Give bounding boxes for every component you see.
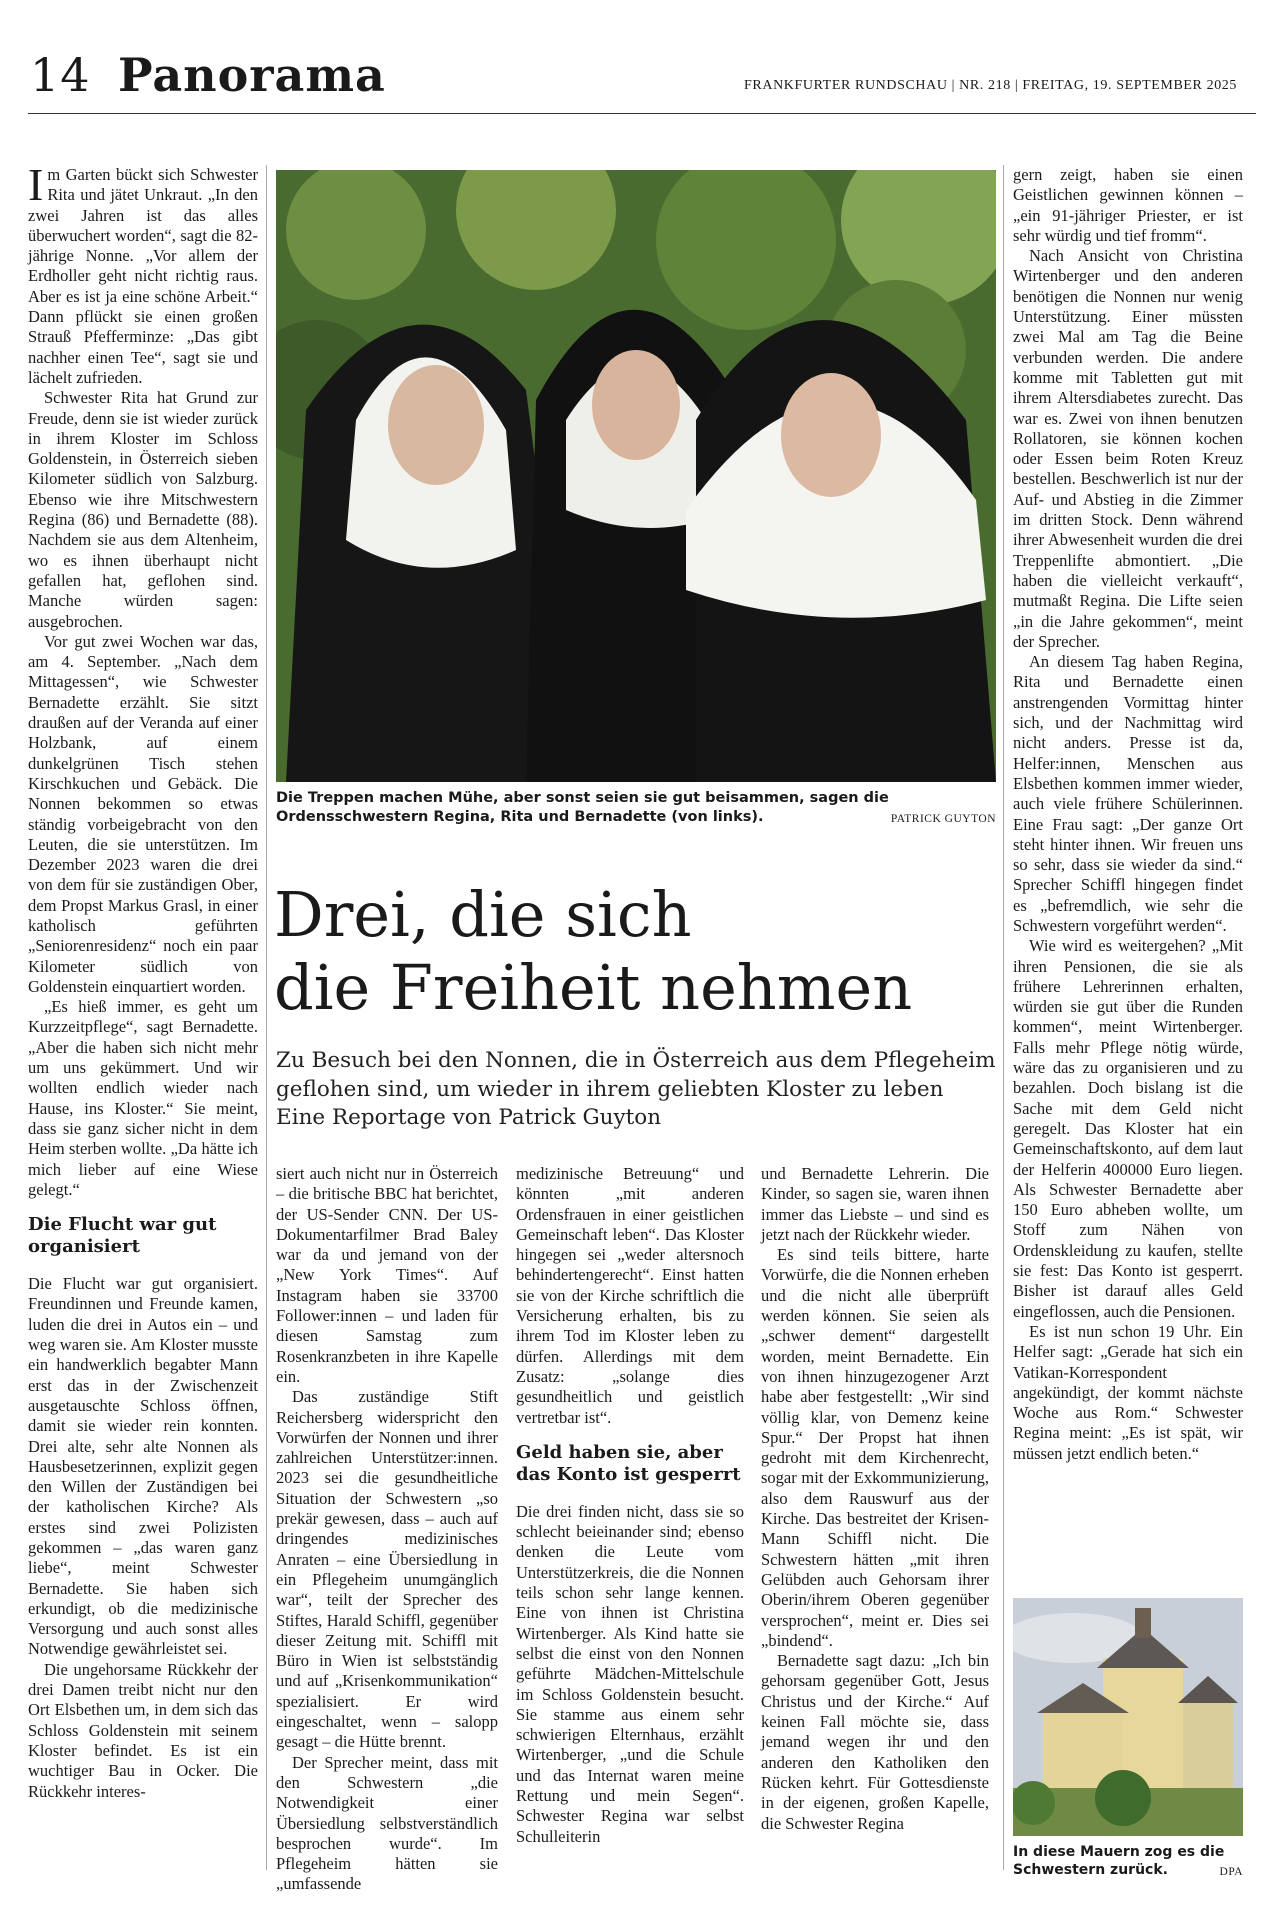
castle-photo-credit: DPA xyxy=(1219,1866,1243,1878)
paragraph: Bernadette sagt dazu: „Ich bin gehorsam gegenüber Gott, Jesus Christus und der Kirche.“ Auf keinen Fall möchte sie, dass jemand wegen ihr und den anderen den Katholiken den Rücken kehrt. Für Gottesdienste in der eigenen, großen Kapelle, die Schwester Regina xyxy=(761,1651,989,1833)
headline xyxy=(274,878,1014,1024)
article-column-4 xyxy=(761,1164,989,1834)
column-divider xyxy=(1003,165,1004,1870)
castle-photo-illustration xyxy=(1013,1598,1243,1836)
photo-credit: PATRICK GUYTON xyxy=(890,813,996,825)
paragraph: und Bernadette Lehrerin. Die Kinder, so sagen sie, waren ihnen immer das Liebste – und sind es jetzt nach der Rückkehr wieder. xyxy=(761,1164,989,1244)
paragraph: Es ist nun schon 19 Uhr. Ein Helfer sagt: „Gerade hat sich ein Vatikan-Korrespondent angekündigt, der kommt nächste Woche aus Rom.“ Schwester Regina meint: „Es ist spät, wir müssen jetzt endlich beten.“ xyxy=(1013,1321,1243,1463)
paragraph: Die ungehorsame Rückkehr der drei Damen treibt nicht nur den Ort Elsbethen um, in dem sich das Schloss Goldenstein mit seinem Kloster befindet. Es ist ein wuchtiger Bau in Ocker. Die Rückkehr interes- xyxy=(28,1659,258,1801)
paragraph: Der Sprecher meint, dass mit den Schwestern „die Notwendigkeit einer Übersiedlung selbstverständlich besprochen wurde“. Im Pflegeheim hätten sie „umfassende xyxy=(276,1752,498,1894)
paragraph: Im Garten bückt sich Schwester Rita und jätet Unkraut. „In den zwei Jahren ist das alles überwuchert worden“, sagt die 82-jährige Nonne. „Vor allem der Erdholler geht nicht richtig raus. Aber es ist ja eine schöne Arbeit.“ Dann pflückt sie einen großen Strauß Pfefferminze: „Das gibt nachher einen Tee“, sagt sie und lächelt zufrieden. xyxy=(28,159,258,387)
byline: Eine Reportage von Patrick Guyton xyxy=(276,1105,662,1130)
paragraph: Die Flucht war gut organisiert. Freundinnen und Freunde kamen, luden die drei in Autos ein – und weg waren sie. Am Kloster musste ein handwerklich begabter Mann erst das in der Zwischenzeit ausgetauschte Schloss öffnen, damit sie wieder rein konnten. Drei alte, sehr alte Nonnen als Hausbesetzerinnen, explizit gegen den Willen der Zuständigen bei der katholischen Kirche? Als erstes sind zwei Polizisten gekommen – „das waren ganz liebe“, meint Schwester Bernadette. Sie haben sich erkundigt, ob die medizinische Versorgung und auch sonst alles Notwendige gewährleistet sei. xyxy=(28,1274,258,1659)
deck-line-1: Zu Besuch bei den Nonnen, die in Österreich aus dem Pflegeheim xyxy=(276,1048,996,1073)
deck xyxy=(276,1047,996,1133)
paragraph: Es sind teils bittere, harte Vorwürfe, die die Nonnen erheben und die nicht alle überprüft werden können. Sie seien als „schwer dement“ dargestellt worden, meint Bernadette. Ein von ihnen hinzugezogener Arzt habe aber festgestellt: „Wir sind völlig klar, von Demenz keine Spur.“ Der Propst hat ihnen gedroht mit dem Kirchenrecht, sogar mit der Exkommunizierung, also dem Rauswurf aus der Kirche. Das bestreitet der Krisen-Mann Schiffl nicht. Die Schwestern hätten „mit ihren Gelübden auch Gehorsam ihrer Oberin/ihrem Oberen gegenüber versprochen“, meint er. Dies sei „bindend“. xyxy=(761,1245,989,1650)
paragraph: Wie wird es weitergehen? „Mit ihren Pensionen, die sie als frühere Lehrerinnen erhalten, würden sie gut über die Runden kommen“, meint Wirtenberger. Falls mehr Pflege nötig würde, wäre das zu organisieren und zu bezahlen. Doch bislang ist die Sache mit dem Geld nicht geregelt. Das Kloster hat ein Gemeinschaftskonto, auf dem laut der Helferin 400000 Euro liegen. Als Schwester Bernadette aber 150 Euro abheben wollte, um Stoff zum Nähen von Ordenskleidung zu kaufen, stellte sie fest: Das Konto ist gesperrt. Bisher ist darauf alles Geld eingeflossen, auch die Pensionen. xyxy=(1013,936,1243,1321)
headline-line-1: Drei, die sich xyxy=(274,878,692,951)
nuns-photo xyxy=(276,170,996,782)
drop-cap: I xyxy=(28,159,44,210)
paragraph: Nach Ansicht von Christina Wirtenberger und den anderen benötigen die Nonnen nur wenig Unterstützung. Einer müssten zwei Mal am Tag die Beine verbunden werden. Die andere komme mit Tabletten gut mit ihrem Altersdiabetes zurecht. Das war es. Zwei von ihnen benutzen Rollatoren, sie können kochen oder Essen beim Roten Kreuz bestellen. Beschwerlich ist nur der Auf- und Abstieg in die Zimmer im dritten Stock. Denn während ihrer Abwesenheit wurden die drei Treppenlifte abmontiert. „Die haben die vielleicht verkauft“, mutmaßt Regina. Die Lifte seien „in die Jahre gekommen“, meint der Sprecher. xyxy=(1013,246,1243,651)
article-column-3 xyxy=(516,1164,744,1847)
subheading: Die Flucht war gut organisiert xyxy=(28,1214,217,1258)
masthead: FRANKFURTER RUNDSCHAU | NR. 218 | FREITAG, 19. SEPTEMBER 2025 xyxy=(744,78,1237,93)
article-column-5 xyxy=(1013,165,1243,1464)
header-rule xyxy=(28,113,1256,114)
photo-caption: Die Treppen machen Mühe, aber sonst seien sie gut beisammen, sagen die Ordensschwestern Regina, Rita und Bernadette (von links). PATRICK GUYTON xyxy=(276,789,996,829)
paragraph: gern zeigt, haben sie einen Geistlichen gewinnen können – „ein 91-jähriger Priester, er ist sehr würdig und tief fromm“. xyxy=(1013,165,1243,245)
page-number: 14 xyxy=(30,48,91,102)
paragraph: Das zuständige Stift Reichersberg widerspricht den Vorwürfen der Nonnen und ihrer zahlreichen Unterstützer:innen. 2023 sei die gesundheitliche Situation der Schwestern „so prekär gewesen, dass – auch auf dringendes medizinisches Anraten – eine Übersiedlung in ein Pflegeheim unumgänglich war“, teilt der Sprecher des Stiftes, Harald Schiffl, gegenüber dieser Zeitung mit. Schiffl mit Büro in Wien ist selbstständig und auf „Krisenkommunikation“ spezialisiert. Er wird eingeschaltet, wenn – salopp gesagt – die Hütte brennt. xyxy=(276,1387,498,1752)
castle-caption: In diese Mauern zog es die Schwestern zurück. DPA xyxy=(1013,1843,1243,1881)
paragraph: medizinische Betreuung“ und könnten „mit anderen Ordensfrauen in einer geistlichen Gemeinschaft leben“. Das Kloster hingegen sei „weder altersnoch behindertengerecht“. Einst hatten sie von der Kirche schriftlich die Versicherung erhalten, bis zu ihrem Tod im Kloster leben zu dürfen. Allerdings mit dem Zusatz: „solange dies gesundheitlich und geistlich vertretbar ist“. xyxy=(516,1164,744,1427)
nuns-photo-illustration xyxy=(276,170,996,782)
subheading: Geld haben sie, aber das Konto ist gesperrt xyxy=(516,1441,741,1485)
paragraph: siert auch nicht nur in Österreich – die britische BBC hat berichtet, der US-Sender CNN. Der US-Dokumentarfilmer Brad Baley war da und jemand von der „New York Times“. Auf Instagram haben sie 33700 Follower:innen – und laden für diesen Samstag zum Rosenkranzbeten in ihre Kapelle ein. xyxy=(276,1164,498,1386)
paragraph: „Es hieß immer, es geht um Kurzzeitpflege“, sagt Bernadette. „Aber die haben sich nicht mehr um uns gekümmert. Und wir wollten endlich wieder nach Hause, ins Kloster.“ Sie meint, dass sie ganz sicher nicht in dem Heim sterben wollte. „Da hätte ich mich lieber auf eine Wiese gelegt.“ xyxy=(28,997,258,1199)
paragraph: Schwester Rita hat Grund zur Freude, denn sie ist wieder zurück in ihrem Kloster im Schloss Goldenstein, in Österreich sieben Kilometer südlich von Salzburg. Ebenso wie ihre Mitschwestern Regina (86) und Bernadette (88). Nachdem sie aus dem Altenheim, wo es ihnen überhaupt nicht gefallen hat, geflohen sind. Manche würden sagen: ausgebrochen. xyxy=(28,388,258,631)
article-column-2 xyxy=(276,1164,498,1895)
paragraph: An diesem Tag haben Regina, Rita und Bernadette einen anstrengenden Vormittag hinter sich, und der Nachmittag wird nicht anders. Presse ist da, Helfer:innen, Menschen aus Elsbethen kommen immer wieder, auch viele frühere Schülerinnen. Eine Frau sagt: „Der ganze Ort steht hinter ihnen. Wir freuen uns so sehr, dass sie wieder da sind.“ Sprecher Schiffl hingegen findet es „befremdlich, wie sehr die Schwestern vorgeführt werden“. xyxy=(1013,652,1243,935)
column-divider xyxy=(266,165,267,1870)
section-title: Panorama xyxy=(118,48,386,102)
paragraph: Vor gut zwei Wochen war das, am 4. September. „Nach dem Mittagessen“, wie Schwester Bernadette erzählt. Sie sitzt draußen auf der Veranda auf einer Holzbank, auf einem dunkelgrünen Tisch stehen Kirschkuchen und Gebäck. Die Nonnen bekommen so etwas ständig vorbeigebracht von den Leuten, die sie unterstützen. Im Dezember 2023 waren die drei von dem für sie zuständigen Ober, dem Propst Markus Grasl, in einer katholisch geführten „Seniorenresidenz“ noch ein paar Kilometer südlich von Goldenstein einquartiert worden. xyxy=(28,631,258,996)
castle-photo xyxy=(1013,1598,1243,1836)
paragraph: Die drei finden nicht, dass sie so schlecht beieinander sind; ebenso denken die Leute vom Unterstützerkreis, die die Nonnen teils schon sehr lange kennen. Eine von ihnen ist Christina Wirtenberger. Als Kind hatte sie selbst die einst von den Nonnen geführte Mädchen-Mittelschule im Schloss Goldenstein besucht. Sie stamme aus einem sehr schwierigen Elternhaus, erzählt Wirtenberger, „und die Schule und das Internat waren meine Rettung und mein Segen“. Schwester Regina war selbst Schulleiterin xyxy=(516,1501,744,1846)
headline-line-2: die Freiheit nehmen xyxy=(274,951,913,1024)
article-column-1 xyxy=(28,159,258,1802)
deck-line-2: geflohen sind, um wieder in ihrem geliebten Kloster zu leben xyxy=(276,1076,944,1102)
